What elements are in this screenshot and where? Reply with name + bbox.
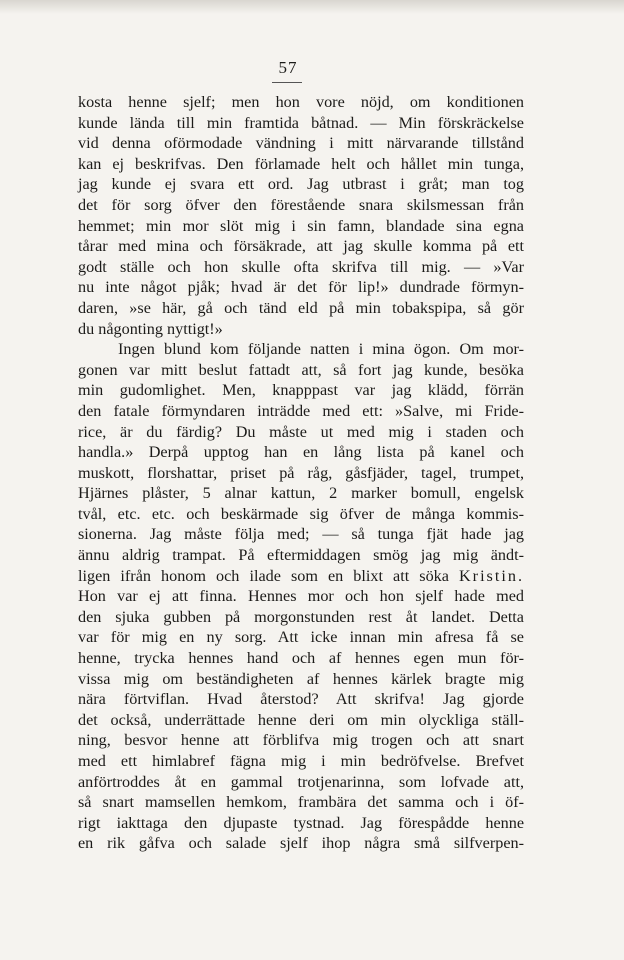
text-line: med ett himlabref fägna mig i min bedröfvelse. Brefvet [78, 752, 524, 770]
text-line: rigt iakttaga den djupaste tystnad. Jag förespådde henne [78, 813, 524, 832]
text-line: anförtroddes åt en gammal trotjenarinna, som lofvade att, [78, 772, 524, 791]
text-line: den sjuka gubben på morgonstunden rest åt landet. Detta [78, 607, 524, 626]
text-line: ning, besvor henne att förblifva mig trogen och att snart [78, 731, 524, 750]
text-line: den fatale förmyndaren inträdde med ett: »Salve, mi Fride- [78, 401, 524, 420]
text-line: daren, »se här, gå och tänd eld på min tobakspipa, så gör [78, 298, 524, 317]
text-line: tårar med mina och försäkrade, att jag skulle komma på ett [78, 237, 524, 256]
page-number: 57 [278, 58, 298, 77]
text-line: kosta henne sjelf; men hon vore nöjd, om konditionen [78, 93, 524, 111]
page-top-edge [0, 0, 624, 14]
text-line: hemmet; min mor slöt mig i sin famn, blandade sina egna [78, 216, 524, 235]
text-line: min gudomlighet. Men, knapppast var jag klädd, förrän [78, 381, 524, 400]
text-line: ligen ifrån honom och ilade som en blixt att söka Kristin. [78, 566, 524, 585]
text-line: nu inte något pjåk; hvad är det för lip!» dundrade förmyn- [78, 278, 524, 297]
text-line: handla.» Derpå upptog han en lång lista på kanel och [78, 443, 524, 462]
text-line: tvål, etc. etc. och beskärmade sig öfver de många kommis- [78, 504, 524, 523]
text-line: en rik gåfva och salade sjelf ihop några små silfverpen- [78, 834, 524, 853]
text-line: nära förtviflan. Hvad återstod? Att skrifva! Jag gjorde [78, 690, 524, 709]
text-line: henne, trycka hennes hand och af hennes egen mun för- [78, 649, 524, 668]
emphasized-name: Kristin. [458, 566, 524, 585]
text-line: gonen var mitt beslut fattadt att, så fort jag kunde, besöka [78, 360, 524, 379]
text-line: ännu aldrig trampat. På eftermiddagen smög jag mig ändt- [78, 546, 524, 565]
text-line: kan ej beskrifvas. Den förlamade helt och hållet min tunga, [78, 154, 524, 173]
text-line: Hjärnes plåster, 5 alnar kattun, 2 marker bomull, engelsk [78, 484, 524, 503]
text-line: sionerna. Jag måste följa med; — så tunga fjät hade jag [78, 525, 524, 544]
page-number-rule [272, 82, 302, 83]
text-line: Hon var ej att finna. Hennes mor och hon sjelf hade med [78, 587, 524, 606]
text-line: muskott, florshattar, priset på råg, gåsfjäder, tagel, trumpet, [78, 463, 524, 482]
text-line: det också, underrättade henne deri om min olyckliga ställ- [78, 710, 524, 729]
text-line: var för mig en ny sorg. Att icke innan min afresa få se [78, 628, 524, 647]
text-line: Ingen blund kom följande natten i mina ögon. Om mor- [118, 340, 524, 359]
body-text [78, 92, 524, 854]
text-line: rice, är du färdig? Du måste ut med mig i staden och [78, 422, 524, 441]
text-line: vissa mig om beständigheten af hennes kärlek bragte mig [78, 669, 524, 688]
text-line: du någonting nyttigt!» [78, 319, 223, 338]
text-line: vid denna oförmodade vändning i mitt närvarande tillstånd [78, 134, 524, 153]
text-line: det för sorg öfver den förestående snara skilsmessan från [78, 195, 524, 214]
text-line: kunde lända till min framtida båtnad. — Min förskräckelse [78, 113, 524, 132]
text-line: så snart mamsellen hemkom, frambära det samma och i öf- [78, 793, 524, 812]
text-line: godt ställe och hon skulle ofta skrifva till mig. — »Var [78, 257, 524, 276]
text-line: jag kunde ej svara ett ord. Jag utbrast i gråt; man tog [78, 175, 524, 194]
